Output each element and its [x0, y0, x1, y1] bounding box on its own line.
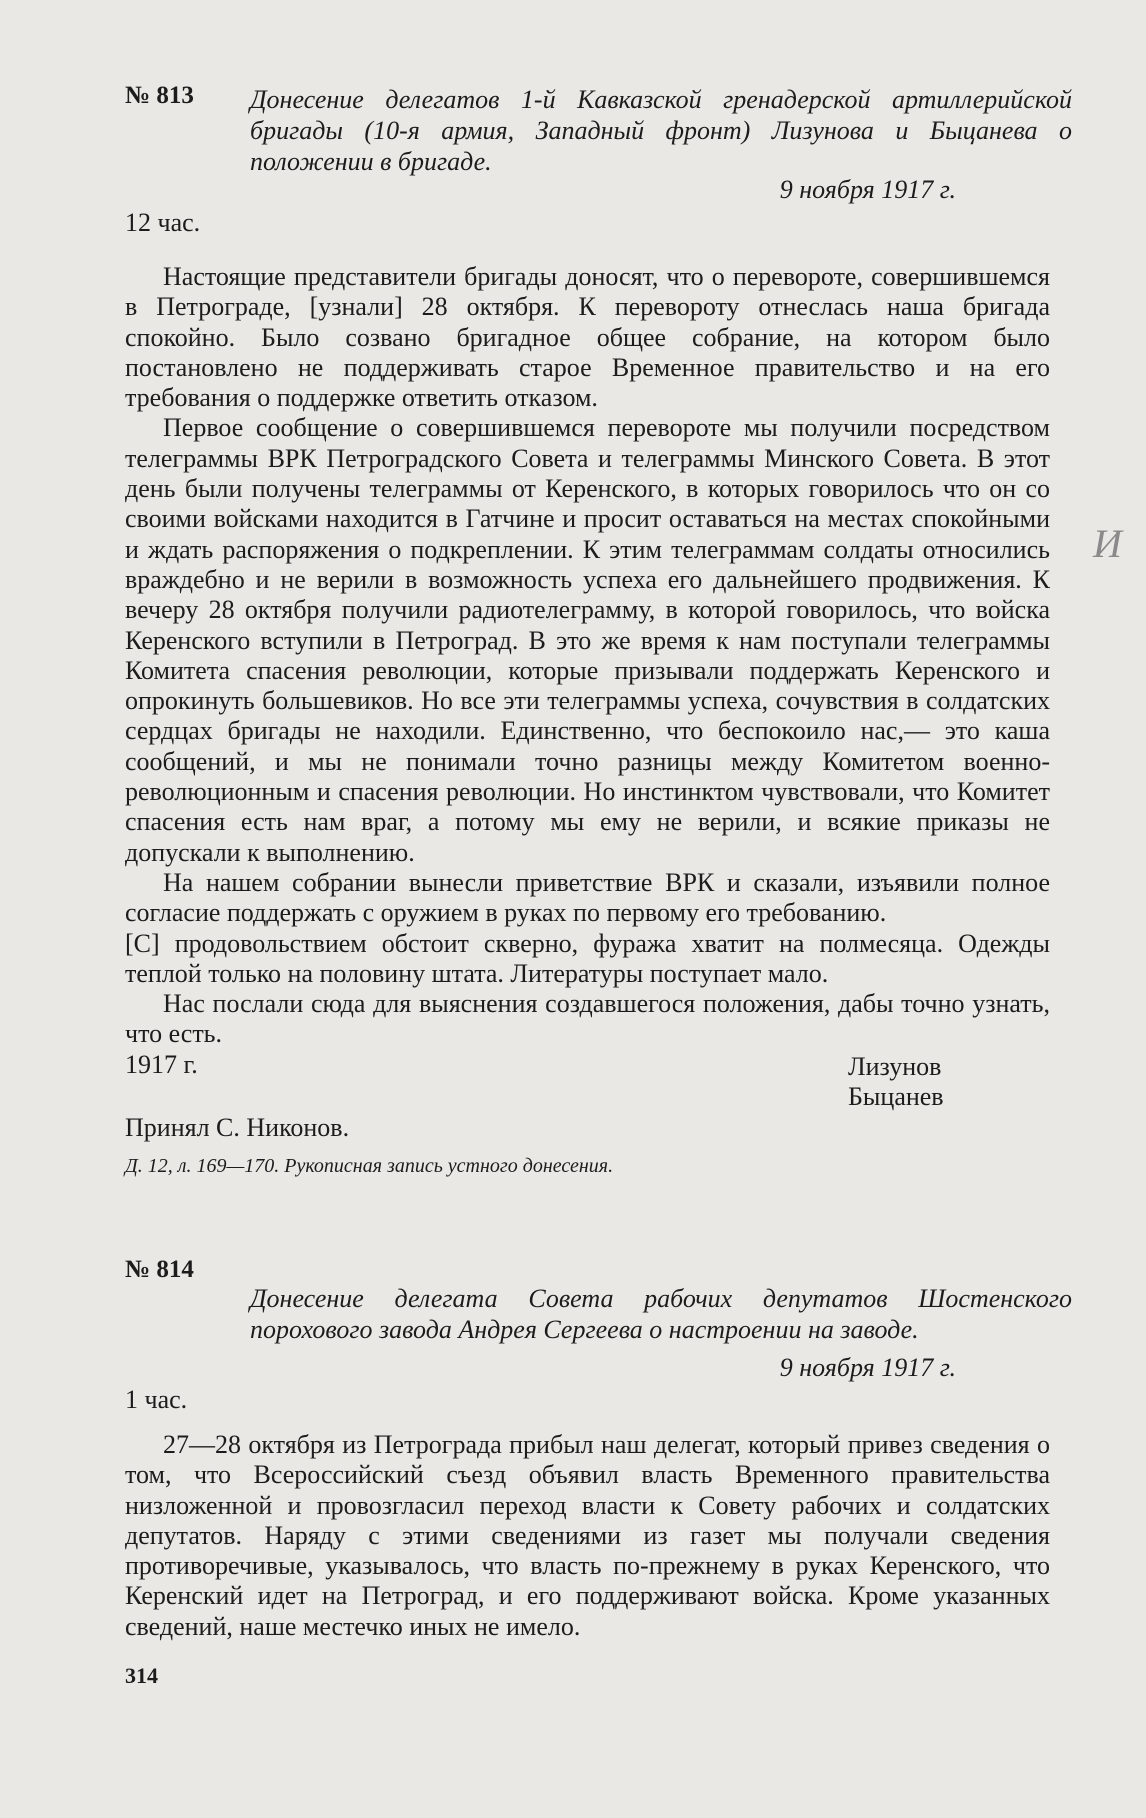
doc-813-paragraph-5: Нас послали сюда для выяснения создавшегося положения, дабы точно узнать, что есть. [125, 989, 1050, 1049]
doc-813-paragraph-2: Первое сообщение о совершившемся перевороте мы получили посредством телеграммы ВРК Петроградского Совета и телеграммы Минского Совета. В этот день были получены телеграммы от Керенского, в которых говорилось что он со своими войсками находится в Гатчине и просит оставаться на местах спокойными и ждать распоряжения о подкреплении. К этим телеграммам солдаты относились враждебно и не верили в возможность успеха его дальнейшего продвижения. К вечеру 28 октября получили радиотелеграмму, в которой говорилось, что войска Керенского вступили в Петроград. В это же время к нам поступали телеграммы Комитета спасения революции, которые призывали поддержать Керенского и опрокинуть большевиков. Но все эти телеграммы успеха, сочувствия в солдатских сердцах бригады не находили. Единственно, что беспокоило нас,— это каша сообщений, и мы не понимали точно разницы между Комитетом военно-революционным и спасения революции. Но инстинктом чувствовали, что Комитет спасения есть нам враг, а потому мы ему не верили, и всякие приказы не допускали к выполнению. [125, 413, 1050, 867]
doc-814-number: № 814 [125, 1256, 194, 1283]
doc-813-received: Принял С. Никонов. [125, 1113, 350, 1142]
page-number: 314 [125, 1663, 158, 1688]
doc-813-paragraph-1: Настоящие представители бригады доносят, что о перевороте, совершившемся в Петрограде, [узнали] 28 октября. К перевороту отнеслась наша бригада спокойно. Было созвано бригадное общее собрание, на котором было постановлено не поддерживать старое Временное правительство и на его требования о поддержке ответить отказом. [125, 262, 1050, 413]
doc-813-number: № 813 [125, 82, 194, 109]
doc-813-time: 12 час. [125, 208, 201, 237]
doc-813-signatures [848, 1052, 1048, 1112]
doc-814-body [125, 1430, 1050, 1642]
doc-813-date: 9 ноября 1917 г. [779, 175, 956, 204]
doc-813-year: 1917 г. [125, 1049, 198, 1079]
doc-814-date: 9 ноября 1917 г. [779, 1353, 956, 1382]
signature-lizunov: Лизунов [848, 1052, 942, 1081]
doc-813-title: Донесение делегатов 1-й Кавказской гренадерской артиллерийской бригады (10-я армия, Западный фронт) Лизунова и Быцанева о положении в бригаде. [250, 85, 1072, 176]
doc-813-source: Д. 12, л. 169—170. Рукописная запись устного донесения. [125, 1155, 614, 1177]
margin-mark: И [1093, 521, 1122, 566]
doc-814-title: Донесение делегата Совета рабочих депутатов Шостенского порохового завода Андрея Сергеева о настроении на заводе. [250, 1284, 1072, 1344]
doc-813-paragraph-4: [С] продовольствием обстоит скверно, фуража хватит на полмесяца. Одежды теплой только на половину штата. Литературы поступает мало. [125, 928, 1050, 988]
doc-813-paragraph-3: На нашем собрании вынесли приветствие ВРК и сказали, изъявили полное согласие поддержать с оружием в руках по первому его требованию. [125, 867, 1050, 928]
signature-bytsanev: Быцанев [848, 1082, 944, 1111]
doc-814-time: 1 час. [125, 1385, 188, 1414]
doc-814-paragraph-1: 27—28 октября из Петрограда прибыл наш делегат, который привез сведения о том, что Всероссийский съезд объявил власть Временного правительства низложенной и провозгласил переход власти к Совету рабочих и солдатских депутатов. Наряду с этими сведениями из газет мы получали сведения противоречивые, указывалось, что власть по-прежнему в руках Керенского, что Керенский идет на Петроград, и его поддерживают войска. Кроме указанных сведений, наше местечко иных не имело. [125, 1430, 1050, 1641]
doc-813-body [125, 262, 1050, 1080]
